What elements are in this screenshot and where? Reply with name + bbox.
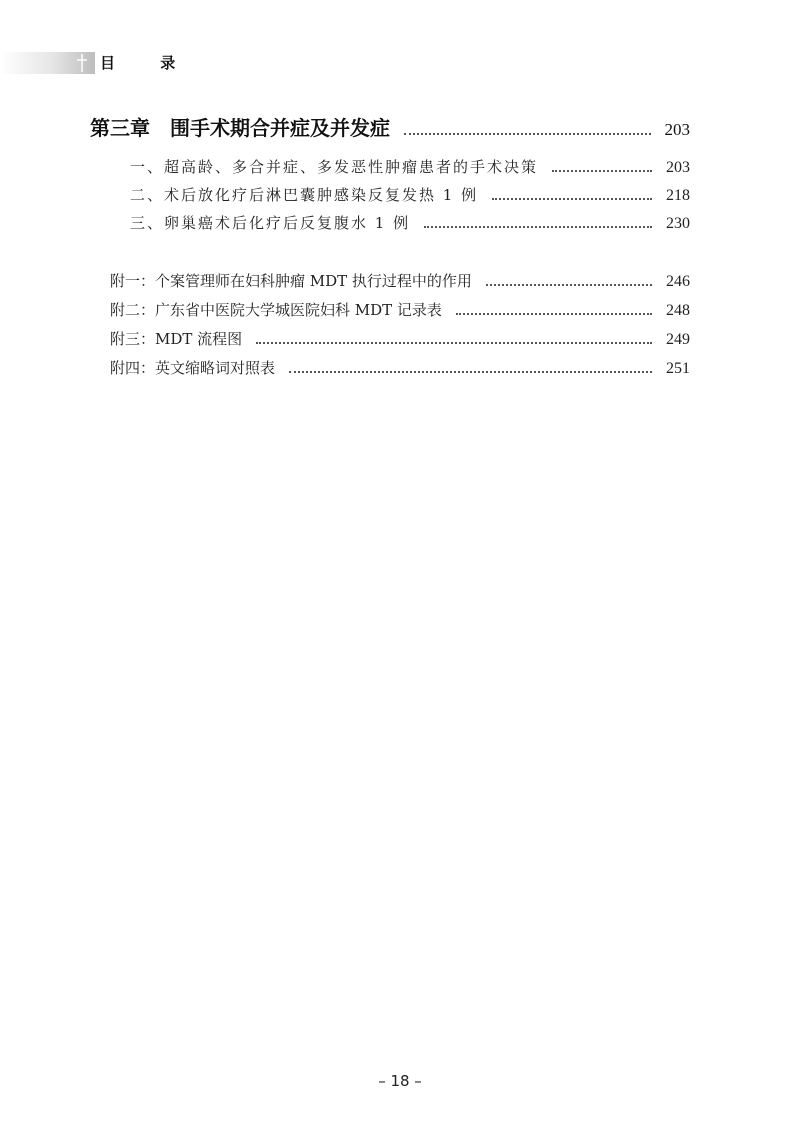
- appendix-page-number: 246: [666, 273, 690, 290]
- dot-leader: [424, 226, 652, 228]
- appendix-page-number: 249: [666, 331, 690, 348]
- dot-leader: [256, 342, 652, 344]
- dot-leader: [552, 170, 652, 172]
- chapter-title: 第三章 围手术期合并症及并发症: [90, 116, 390, 140]
- appendix-page-number: 251: [666, 360, 690, 377]
- toc-section-entry[interactable]: [130, 156, 690, 177]
- section-title: 一、超高龄、多合并症、多发恶性肿瘤患者的手术决策: [130, 158, 539, 176]
- dot-leader: [456, 313, 652, 315]
- dot-leader: [486, 284, 652, 286]
- toc-appendix-entry[interactable]: [110, 270, 690, 291]
- toc-appendix-entry[interactable]: [110, 357, 690, 378]
- section-title: 三、卵巢癌术后化疗后反复腹水 1 例: [130, 214, 411, 232]
- appendix-title: 附三：MDT 流程图: [110, 330, 243, 348]
- appendix-title: 附四：英文缩略词对照表: [110, 359, 276, 377]
- section-page-number: 218: [666, 187, 690, 204]
- section-title: 二、术后放化疗后淋巴囊肿感染反复发热 1 例: [130, 186, 479, 204]
- appendix-page-number: 248: [666, 302, 690, 319]
- toc-section-entry[interactable]: [130, 184, 690, 205]
- toc-appendix-entry[interactable]: [110, 328, 690, 349]
- header-title: 目 录: [100, 54, 196, 72]
- toc-appendix-entry[interactable]: [110, 299, 690, 320]
- dot-leader: [404, 133, 651, 135]
- toc-section-entry[interactable]: [130, 212, 690, 233]
- appendix-title: 附二：广东省中医院大学城医院妇科 MDT 记录表: [110, 301, 442, 319]
- toc-chapter-entry[interactable]: [90, 112, 690, 141]
- appendix-title: 附一：个案管理师在妇科肿瘤 MDT 执行过程中的作用: [110, 272, 472, 290]
- section-page-number: 203: [666, 159, 690, 176]
- chapter-page-number: 203: [664, 120, 690, 139]
- page-number-footer: – 18 –: [378, 1072, 422, 1090]
- dot-leader: [492, 198, 652, 200]
- dot-leader: [289, 371, 652, 373]
- header-ornament-icon: [74, 52, 90, 74]
- section-page-number: 230: [666, 215, 690, 232]
